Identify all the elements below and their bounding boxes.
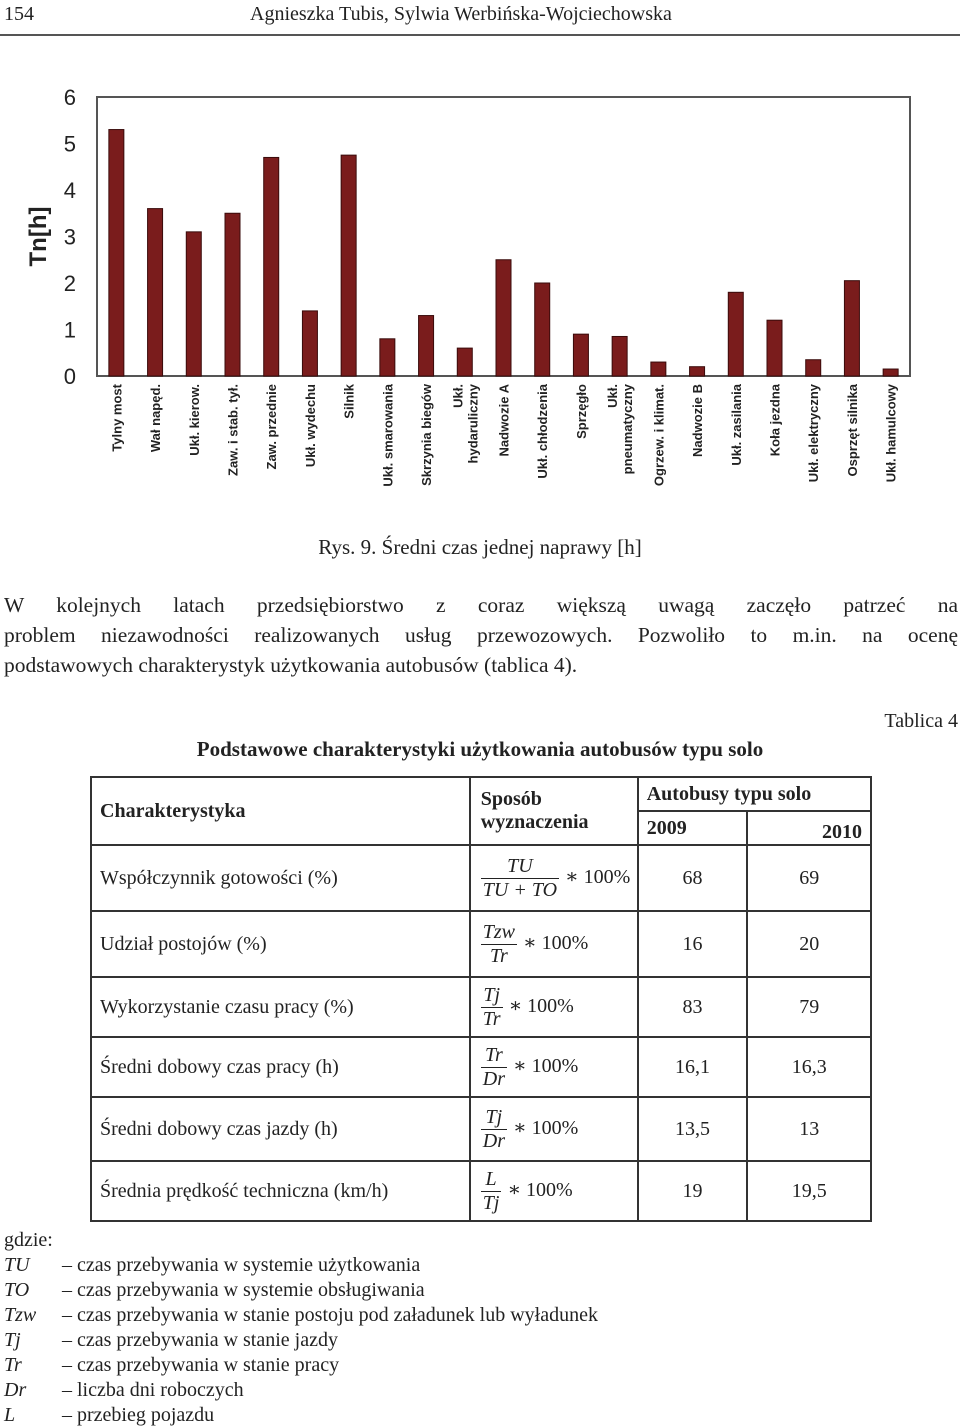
formula-fraction (481, 855, 559, 902)
header-year-2009: 2009 (638, 811, 748, 845)
x-tick-label (845, 383, 860, 476)
legend-text: – przebieg pojazdu (62, 1404, 215, 1426)
formula-fraction (481, 984, 503, 1031)
legend-symbol: Tr (4, 1354, 22, 1376)
x-tick-label (303, 384, 318, 467)
legend-text: – czas przebywania w stanie postoju pod załadunek lub wyładunek (62, 1304, 598, 1326)
table-row (91, 845, 871, 911)
x-tick-label-line: Ukł. zasilania (728, 384, 744, 466)
formula-numerator: Tj (485, 1105, 503, 1128)
x-tick-label (226, 384, 241, 476)
y-axis-label: Tn[h] (25, 206, 52, 267)
x-tick-label (109, 383, 124, 451)
characteristic-name: Współczynnik gotowości (%) (91, 845, 470, 911)
x-tick-label-line: Wał napęd. (148, 384, 164, 453)
x-tick-label (729, 383, 744, 465)
x-tick-label (419, 383, 434, 486)
x-tick-label-line: hydaruliczny (465, 384, 481, 464)
x-tick-label (884, 383, 899, 482)
formula-denominator: Tj (482, 1191, 500, 1214)
bar (225, 213, 240, 376)
formula-fraction (481, 1168, 502, 1215)
table-number: Tablica 4 (884, 710, 958, 732)
formula-denominator: Tr (482, 1007, 501, 1030)
legend-text: – liczba dni roboczych (62, 1379, 244, 1401)
bar (883, 369, 898, 376)
body-paragraph (4, 590, 958, 680)
formula-multiplier: ∗ 100% (565, 865, 631, 888)
formula-numerator: Tr (484, 1043, 503, 1066)
characteristic-name: Udział postojów (%) (91, 911, 470, 977)
legend-item (4, 1353, 598, 1378)
characteristic-name: Średni dobowy czas jazdy (h) (91, 1097, 470, 1161)
formula-numerator: Tzw (482, 920, 516, 943)
x-tick-label (497, 383, 512, 456)
x-tick-label (806, 383, 821, 482)
header-method (470, 777, 638, 845)
paragraph-line: W kolejnych latach przedsiębiorstwo z coraz większą uwagą zaczęło patrzeć na (4, 593, 958, 617)
value-2009: 68 (638, 845, 748, 911)
x-tick-label (605, 383, 635, 474)
repair-time-bar-chart (0, 60, 960, 530)
value-2010: 79 (747, 977, 871, 1037)
characteristic-name: Średnia prędkość techniczna (km/h) (91, 1161, 470, 1221)
paragraph-line: podstawowych charakterystyk użytkowania autobusów (tablica 4). (4, 653, 578, 677)
bar (690, 367, 705, 376)
x-tick-label (535, 383, 550, 478)
header-year-2010: 2010 (747, 811, 871, 845)
value-2009: 13,5 (638, 1097, 748, 1161)
characteristic-name: Wykorzystanie czasu pracy (%) (91, 977, 470, 1037)
y-tick-label: 1 (63, 317, 76, 343)
value-2010: 69 (747, 845, 871, 911)
value-2010: 16,3 (747, 1037, 871, 1097)
method-formula (470, 1097, 638, 1161)
legend-symbol: Tj (4, 1329, 21, 1351)
x-tick-label-line: Ukł. elektryczny (806, 384, 822, 483)
value-2009: 16,1 (638, 1037, 748, 1097)
bar (612, 336, 627, 376)
x-tick-label-line: Tylny most (109, 384, 125, 452)
x-tick-label-line: Ukł. (450, 384, 466, 408)
x-tick-label-line: Nadwozie A (496, 384, 512, 457)
value-2010: 13 (747, 1097, 871, 1161)
legend-item (4, 1253, 598, 1278)
legend-text: – czas przebywania w stanie jazdy (62, 1329, 338, 1351)
bar (109, 130, 124, 376)
legend-text: – czas przebywania w systemie użytkowania (62, 1254, 421, 1276)
bar (148, 209, 163, 376)
x-tick-label (690, 384, 705, 457)
method-formula (470, 1037, 638, 1097)
method-formula (470, 845, 638, 911)
x-tick-label (768, 383, 783, 456)
bar (419, 316, 434, 376)
formula-multiplier: ∗ 100% (507, 1178, 573, 1201)
legend-item (4, 1378, 598, 1403)
x-tick-label-line: Ukł. hamulcowy (883, 384, 899, 483)
characteristic-name: Średni dobowy czas pracy (h) (91, 1037, 470, 1097)
x-tick-label-line: Ukł. chłodzenia (535, 384, 551, 479)
legend-text: – czas przebywania w stanie pracy (62, 1354, 340, 1376)
x-tick-label (651, 384, 666, 486)
bar (573, 334, 588, 376)
x-tick-label-line: Koła jezdna (767, 384, 783, 457)
method-formula (470, 1161, 638, 1221)
y-tick-label: 2 (63, 271, 76, 296)
paragraph-line: problem niezawodności realizowanych usług przewozowych. Pozwoliło to m.in. na ocenę (4, 623, 958, 647)
header-bus-group: Autobusy typu solo (638, 777, 871, 811)
x-tick-label (148, 384, 163, 452)
x-tick-label-line: Ukł. kierow. (186, 384, 202, 456)
value-2009: 16 (638, 911, 748, 977)
bar (457, 348, 472, 376)
bar (380, 339, 395, 376)
bar (651, 362, 666, 376)
x-tick-label-line: Ukł. (605, 384, 621, 408)
legend-symbol: TO (4, 1279, 30, 1301)
page-header (0, 0, 960, 36)
bar (728, 292, 743, 376)
y-tick-label: 3 (63, 224, 76, 250)
table-row (91, 911, 871, 977)
characteristics-table (90, 776, 872, 1222)
formula-fraction (481, 1044, 507, 1091)
bar (767, 320, 782, 376)
header-method-line: Sposób (480, 788, 542, 810)
formula-multiplier: ∗ 100% (508, 994, 574, 1017)
x-tick-label-line: Ogrzew. i klimat. (651, 384, 667, 487)
formula-denominator: Dr (482, 1067, 505, 1090)
header-method-line: wyznaczenia (480, 811, 589, 833)
running-head-authors: Agnieszka Tubis, Sylwia Werbińska-Wojciechowska (250, 3, 672, 25)
formula-multiplier: ∗ 100% (523, 931, 589, 954)
x-tick-label (574, 384, 589, 439)
x-tick-label-line: Sprzęgło (573, 384, 589, 439)
value-2010: 19,5 (747, 1161, 871, 1221)
table-title: Podstawowe charakterystyki użytkowania autobusów typu solo (196, 737, 764, 761)
x-tick-label (264, 384, 279, 469)
formula-denominator: TU + TO (482, 878, 558, 901)
bar (844, 281, 859, 376)
value-2009: 19 (638, 1161, 748, 1221)
legend-item (4, 1328, 598, 1353)
formula-denominator: Tr (481, 944, 517, 968)
formula-numerator: L (485, 1167, 497, 1190)
bar (302, 311, 317, 376)
figure-caption: Rys. 9. Średni czas jednej naprawy [h] (318, 535, 642, 559)
formula-multiplier: ∗ 100% (513, 1116, 579, 1139)
x-tick-label (342, 383, 357, 418)
table-row (91, 1097, 871, 1161)
bar (496, 260, 511, 376)
x-tick-label-line: Zaw. przednie (264, 384, 280, 470)
legend-symbol: Dr (4, 1379, 27, 1401)
x-tick-label-line: Osprzęt silnika (844, 384, 860, 477)
x-tick-label-line: pneumatyczny (620, 384, 636, 475)
x-tick-label-line: Silnik (341, 384, 357, 419)
table-row (91, 977, 871, 1037)
bar (341, 155, 356, 376)
formula-multiplier: ∗ 100% (513, 1054, 579, 1077)
y-tick-label: 6 (63, 85, 76, 110)
legend-intro: gdzie: (4, 1229, 53, 1251)
x-tick-label-line: Ukł. wydechu (302, 384, 318, 468)
legend-item (4, 1278, 598, 1303)
x-tick-label-line: Ukł. smarowania (380, 384, 396, 487)
legend-symbol: TU (4, 1254, 30, 1276)
legend-symbol: Tzw (4, 1304, 37, 1326)
legend-item (4, 1403, 598, 1428)
y-tick-label: 5 (63, 131, 76, 157)
formula-denominator: Dr (482, 1129, 505, 1152)
page-number: 154 (4, 3, 34, 25)
bar (186, 232, 201, 376)
y-tick-label: 4 (63, 178, 76, 203)
value-2009: 83 (638, 977, 748, 1037)
formula-fraction (481, 1106, 507, 1153)
method-formula (470, 911, 638, 977)
method-formula (470, 977, 638, 1037)
x-tick-label (450, 383, 480, 463)
formula-fraction (481, 921, 517, 968)
table-row (91, 1161, 871, 1221)
legend-symbol: L (4, 1404, 16, 1426)
legend-text: – czas przebywania w systemie obsługiwania (62, 1279, 425, 1301)
x-tick-label-line: Zaw. i stab. tył. (225, 384, 241, 476)
x-tick-label (187, 384, 202, 456)
bar (264, 157, 279, 376)
bar (535, 283, 550, 376)
symbol-legend (4, 1228, 598, 1428)
legend-item (4, 1303, 598, 1328)
x-tick-label-line: Nadwozie B (690, 384, 706, 457)
formula-numerator: Tj (483, 983, 501, 1006)
table-row (91, 1037, 871, 1097)
formula-numerator: TU (507, 854, 533, 877)
x-tick-label (380, 383, 395, 486)
y-tick-label: 0 (63, 364, 76, 389)
value-2010: 20 (747, 911, 871, 977)
header-characteristic: Charakterystyka (91, 777, 470, 845)
x-tick-label-line: Skrzynia biegów (419, 384, 435, 486)
bar (806, 360, 821, 376)
